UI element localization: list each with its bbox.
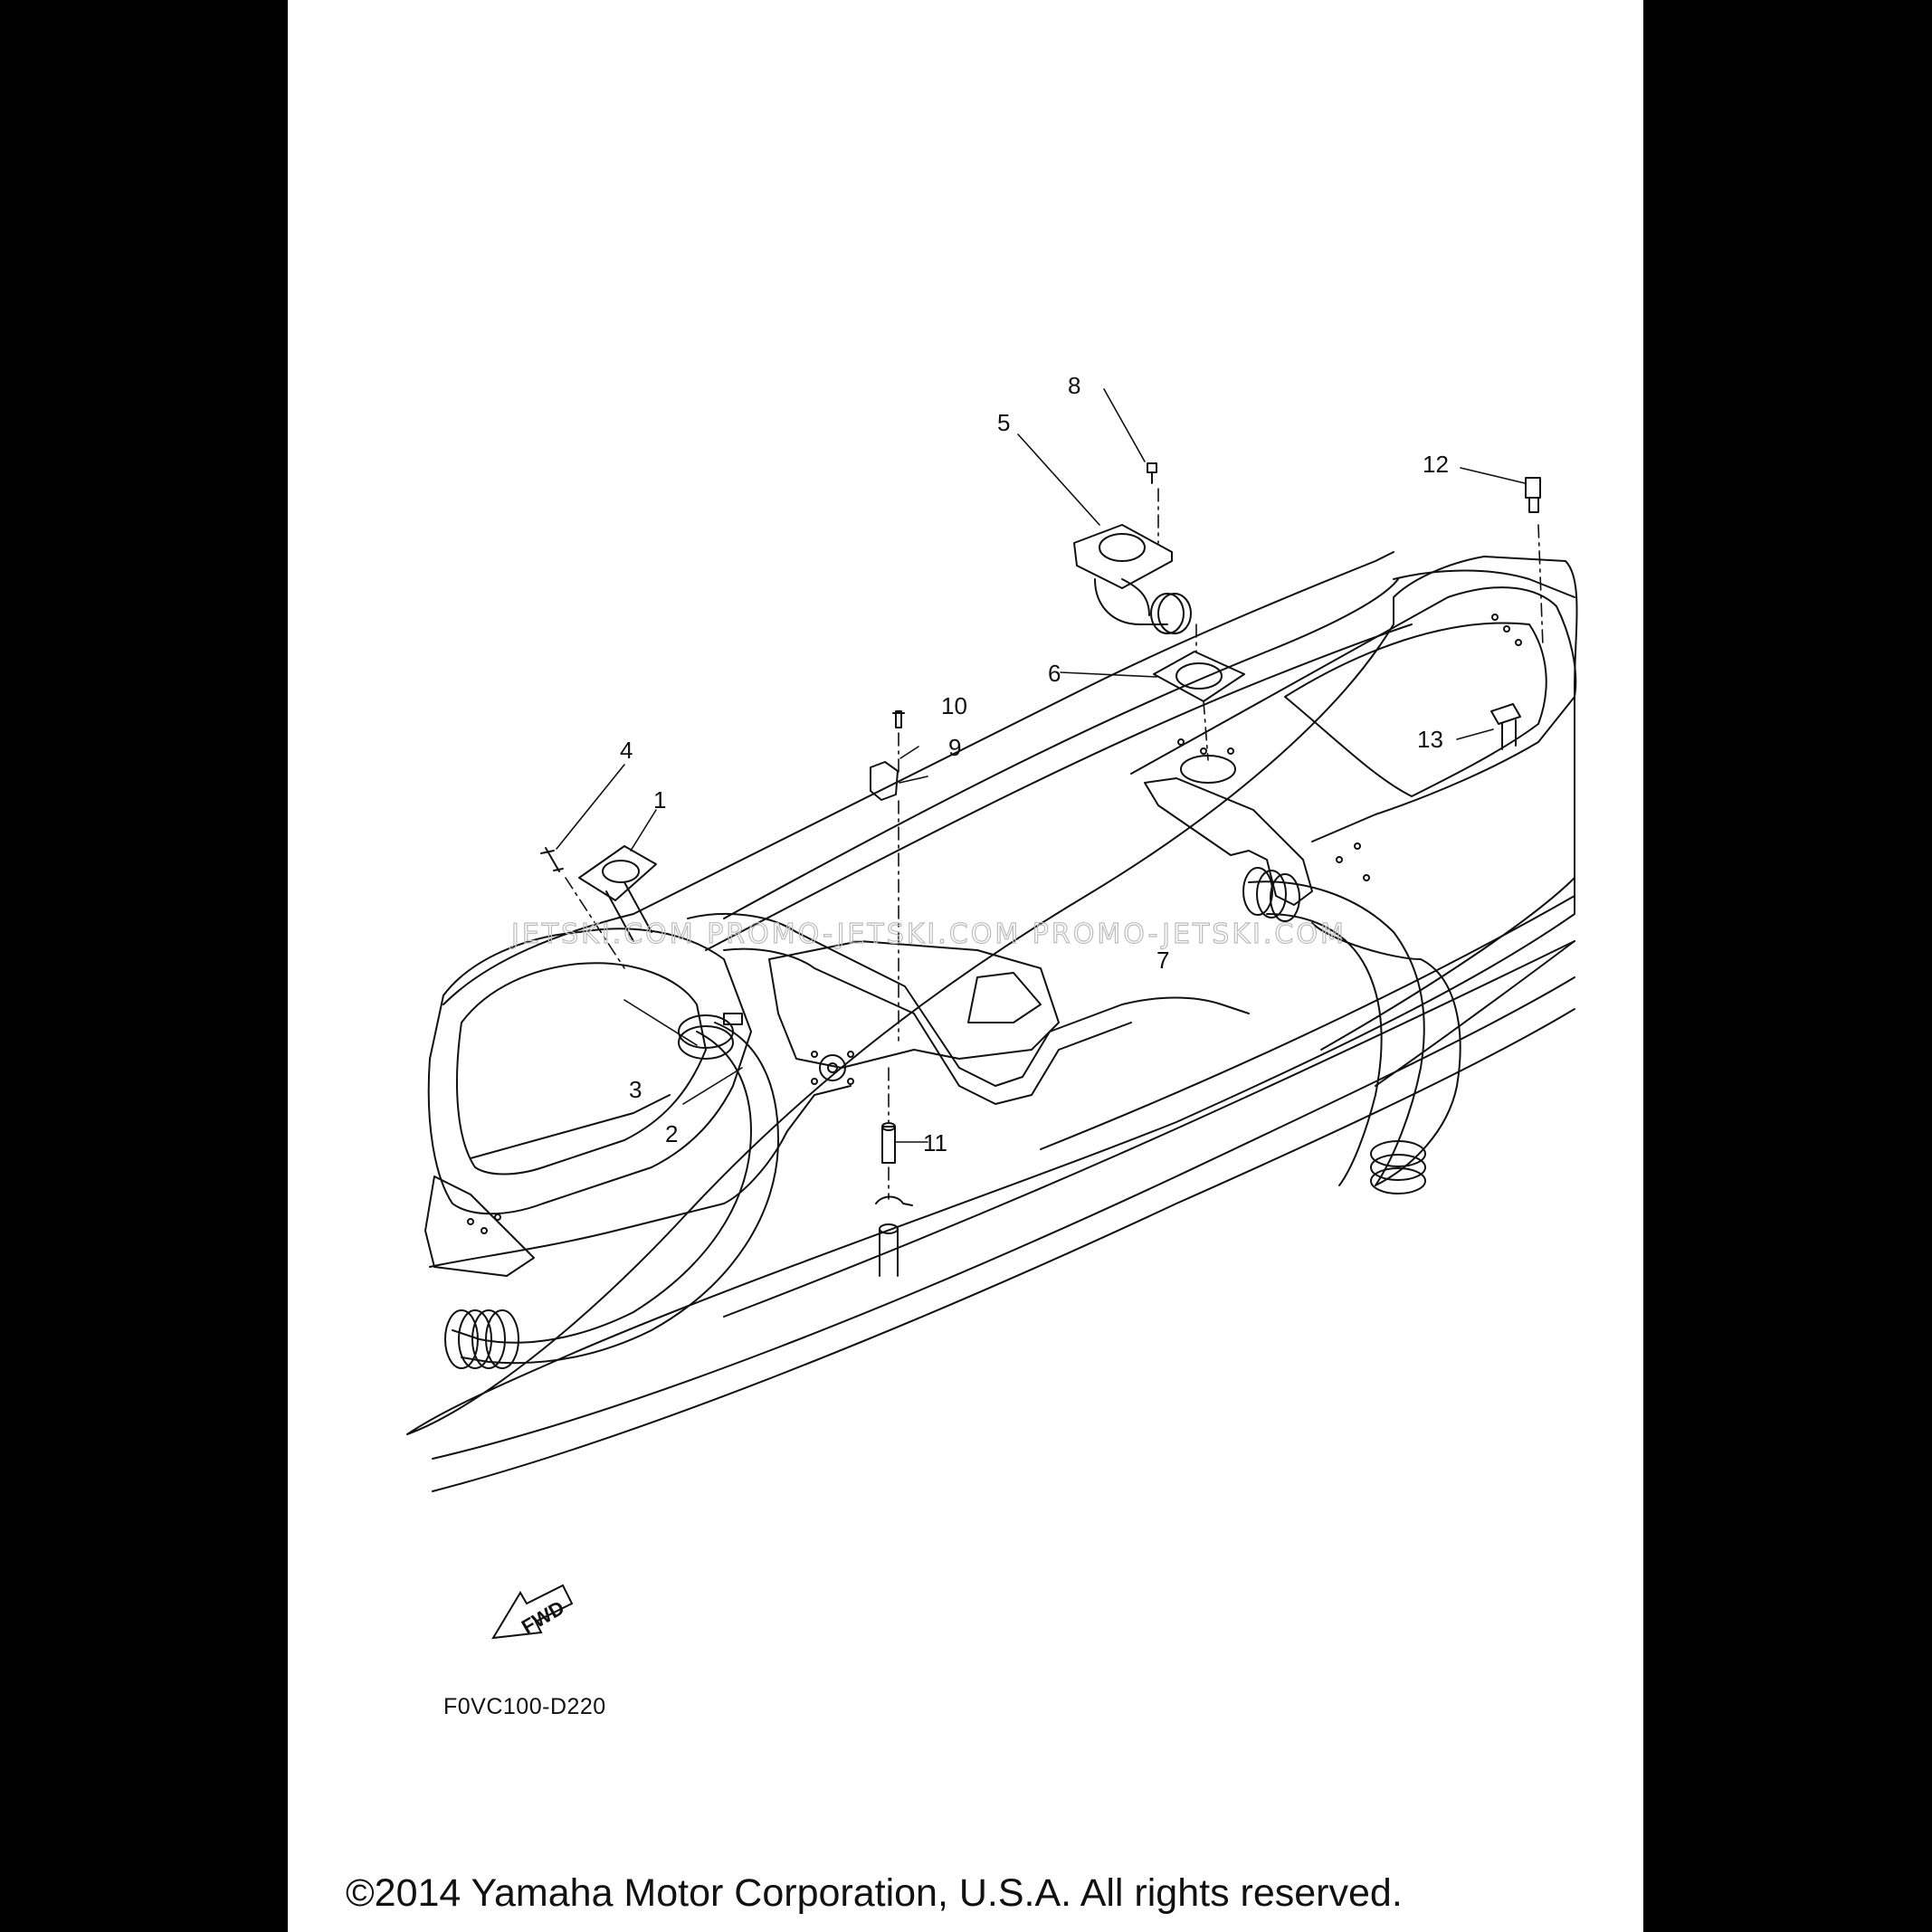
front-storage-lip — [471, 1095, 670, 1158]
rear-deck-edge — [1394, 571, 1575, 597]
callout-10: 10 — [941, 692, 967, 719]
callout-8: 8 — [1068, 372, 1081, 399]
duct-hose-2 — [452, 1032, 751, 1343]
front-storage-frame — [429, 928, 751, 1213]
callout-4: 4 — [620, 737, 633, 764]
watermark: JETSKI.COM PROMO-JETSKI.COM PROMO-JETSKI.COM — [511, 918, 1347, 950]
callout-3: 3 — [629, 1076, 642, 1103]
fwd-label: FWD — [518, 1595, 568, 1639]
fwd-arrow-icon — [493, 1585, 572, 1638]
callout-6: 6 — [1048, 660, 1061, 687]
callout-labels — [620, 372, 1449, 1156]
part-12-bolt — [1526, 478, 1540, 512]
engine-bay-frame-inner — [724, 949, 1131, 1104]
rear-storage-opening — [1285, 623, 1547, 796]
drawing-code: F0VC100-D220 — [443, 1694, 606, 1719]
callout-5: 5 — [997, 409, 1011, 436]
part-4-rivet — [541, 848, 563, 871]
part-9-cap — [871, 762, 898, 800]
hose-end-bellows-rear-bottom — [1371, 1141, 1425, 1194]
duct-hose-7-body — [1312, 923, 1461, 1185]
callout-2: 2 — [665, 1120, 679, 1147]
hull-chine-3 — [724, 941, 1575, 1317]
part-5-elbow-fitting — [1074, 525, 1191, 633]
center-block-right — [968, 973, 1041, 1023]
duct-hose-7-inner — [1267, 914, 1382, 1185]
front-bay-floor — [430, 1086, 851, 1267]
callout-11: 11 — [923, 1129, 947, 1156]
bow-panel — [425, 1176, 534, 1276]
hull-outline — [407, 557, 1577, 1434]
callout-1: 1 — [653, 786, 667, 814]
callout-13: 13 — [1417, 726, 1443, 753]
hull-chine-1 — [433, 977, 1575, 1459]
hull-chine-2 — [433, 1009, 1575, 1491]
part-11-drain-plug — [876, 1123, 912, 1276]
copyright-notice: ©2014 Yamaha Motor Corporation, U.S.A. All rights reserved. — [346, 1871, 1403, 1915]
part-10-pin — [893, 711, 904, 728]
rear-deck-frame — [1131, 587, 1575, 842]
callout-12: 12 — [1423, 451, 1449, 478]
callout-7: 7 — [1156, 947, 1170, 974]
deck-line-2 — [724, 579, 1398, 918]
part-3-hose-clamp — [679, 1014, 742, 1059]
part-8-screw — [1147, 463, 1156, 483]
callout-9: 9 — [948, 734, 962, 761]
center-block — [769, 941, 1059, 1068]
part-13-clip — [1491, 704, 1520, 749]
